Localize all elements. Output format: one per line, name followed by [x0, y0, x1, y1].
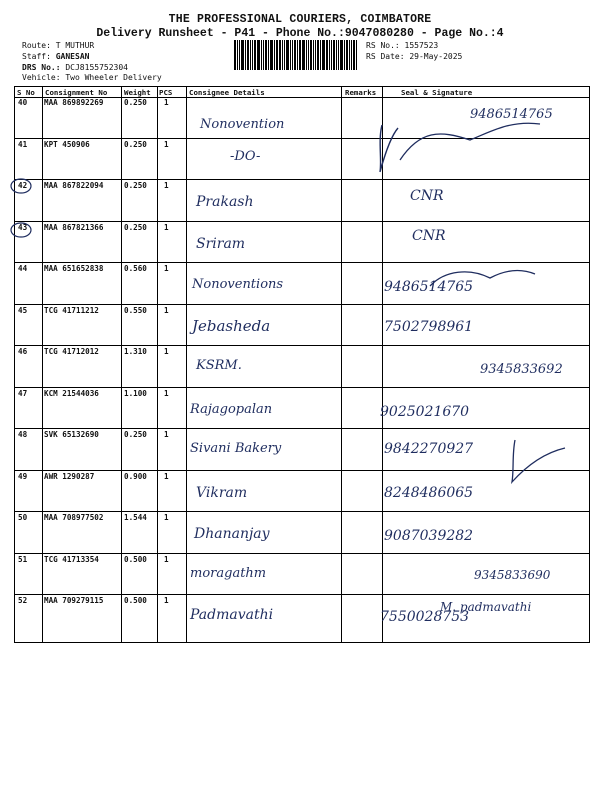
row-consignee-handwritten: Nonoventions — [192, 277, 284, 292]
row-consignee-handwritten: Vikram — [196, 484, 248, 501]
header-consignment: Consignment No — [45, 88, 108, 97]
row-weight: 0.900 — [124, 471, 147, 481]
row-consignment-no: MAA 708977502 — [44, 513, 104, 522]
row-weight: 0.250 — [124, 181, 147, 190]
row-consignment-no: MAA 867822094 — [44, 181, 104, 190]
vehicle-text: Vehicle: Two Wheeler Delivery — [22, 73, 162, 82]
row-consignment-no: MAA 709279115 — [44, 596, 104, 605]
row-signature: CNR — [412, 227, 446, 244]
drs-label: DRS No.: — [22, 63, 61, 72]
row-signature: 9486514765 — [470, 107, 553, 122]
row-pcs: 1 — [164, 513, 169, 522]
drs-value: DCJ8155752304 — [65, 63, 128, 72]
row-consignment-no: KPT 450906 — [44, 139, 90, 149]
row-weight: 0.250 — [124, 139, 147, 149]
header-weight: Weight — [124, 88, 151, 97]
row-weight: 0.560 — [124, 264, 147, 273]
row-consignment-no: MAA 869892269 — [44, 98, 104, 107]
signature-stroke — [380, 125, 398, 172]
row-sno: 43 — [18, 222, 28, 232]
row-consignment-no: TCG 41711212 — [44, 305, 99, 315]
rs-date: RS Date: 29-May-2025 — [366, 52, 463, 61]
row-weight: 0.500 — [124, 596, 147, 605]
row-signature: 8248486065 — [384, 484, 474, 501]
row-weight: 0.500 — [124, 554, 147, 564]
row-pcs: 1 — [164, 139, 169, 149]
signature-name: M. padmavathi — [440, 600, 532, 614]
runsheet-subtitle: Delivery Runsheet - P41 - Phone No.:9047080280 - Page No.:4 — [96, 27, 504, 40]
row-pcs: 1 — [164, 471, 169, 481]
row-sno: 44 — [18, 264, 28, 273]
header-remarks: Remarks — [345, 88, 377, 97]
signature-stroke — [512, 440, 565, 482]
row-signature: CNR — [410, 188, 444, 204]
row-pcs: 1 — [164, 181, 169, 190]
row-pcs: 1 — [164, 554, 169, 564]
row-signature: 9025021670 — [380, 403, 470, 420]
row-consignee-handwritten: -DO- — [230, 148, 261, 164]
row-signature: 9486514765 — [384, 279, 474, 295]
row-sno: 40 — [18, 98, 28, 107]
staff-label: Staff: — [22, 52, 51, 61]
row-weight: 1.100 — [124, 388, 147, 398]
row-consignment-no: MAA 651652838 — [44, 264, 104, 273]
row-signature: 7550028753 — [380, 609, 470, 625]
row-sno: 41 — [18, 139, 28, 149]
row-weight: 1.544 — [124, 513, 147, 522]
signature-stroke — [400, 123, 540, 160]
header-seal-signature: Seal & Signature — [401, 88, 473, 97]
row-consignee-handwritten: moragathm — [190, 565, 267, 581]
row-signature: 9842270927 — [384, 441, 474, 457]
row-consignment-no: TCG 41713354 — [44, 554, 99, 564]
rs-number: RS No.: 1557523 — [366, 41, 439, 50]
row-sno: 49 — [18, 471, 28, 481]
row-pcs: 1 — [164, 222, 169, 232]
row-sno: 51 — [18, 554, 28, 564]
row-sno: 47 — [18, 388, 28, 398]
header-pcs: PCS — [159, 88, 173, 97]
row-consignee-handwritten: Jebasheda — [192, 316, 271, 335]
row-weight: 0.250 — [124, 430, 147, 439]
row-sno: 46 — [18, 347, 28, 356]
row-consignee-handwritten: KSRM. — [196, 358, 242, 373]
row-sno: 50 — [18, 513, 28, 522]
row-weight: 1.310 — [124, 347, 147, 356]
row-pcs: 1 — [164, 98, 169, 107]
row-consignee-handwritten: Dhananjay — [194, 526, 270, 542]
row-consignment-no: TCG 41712012 — [44, 347, 99, 356]
row-weight: 0.250 — [124, 222, 147, 232]
row-consignment-no: MAA 867821366 — [44, 222, 104, 232]
row-signature: 7502798961 — [384, 318, 474, 335]
row-weight: 0.550 — [124, 305, 147, 315]
row-pcs: 1 — [164, 430, 169, 439]
route-text: Route: T MUTHUR — [22, 41, 95, 50]
row-weight: 0.250 — [124, 98, 147, 107]
row-consignee-handwritten: Prakash — [196, 194, 254, 210]
row-consignee-handwritten: Sivani Bakery — [190, 441, 282, 456]
row-pcs: 1 — [164, 305, 169, 315]
row-consignment-no: AWR 1290287 — [44, 471, 95, 481]
row-signature: 9345833690 — [474, 567, 551, 582]
row-pcs: 1 — [164, 596, 169, 605]
row-signature: 9087039282 — [384, 528, 474, 544]
header-sno: S No — [17, 88, 35, 97]
row-consignment-no: SVK 65132690 — [44, 430, 99, 439]
staff-value: GANESAN — [55, 52, 90, 61]
row-sno: 52 — [18, 596, 28, 605]
header-consignee: Consignee Details — [189, 88, 265, 97]
company-title: THE PROFESSIONAL COURIERS, COIMBATORE — [168, 13, 432, 26]
row-pcs: 1 — [164, 388, 169, 398]
row-consignee-handwritten: Sriram — [196, 235, 246, 252]
row-consignee-handwritten: Rajagopalan — [190, 401, 273, 417]
row-pcs: 1 — [164, 347, 169, 356]
row-sno: 48 — [18, 430, 28, 439]
row-pcs: 1 — [164, 264, 169, 273]
row-consignment-no: KCM 21544036 — [44, 388, 99, 398]
row-consignee-handwritten: Nonovention — [200, 117, 285, 132]
row-signature: 9345833692 — [480, 362, 563, 377]
row-sno: 45 — [18, 305, 28, 315]
row-sno: 42 — [18, 181, 28, 190]
row-consignee-handwritten: Padmavathi — [190, 607, 274, 623]
